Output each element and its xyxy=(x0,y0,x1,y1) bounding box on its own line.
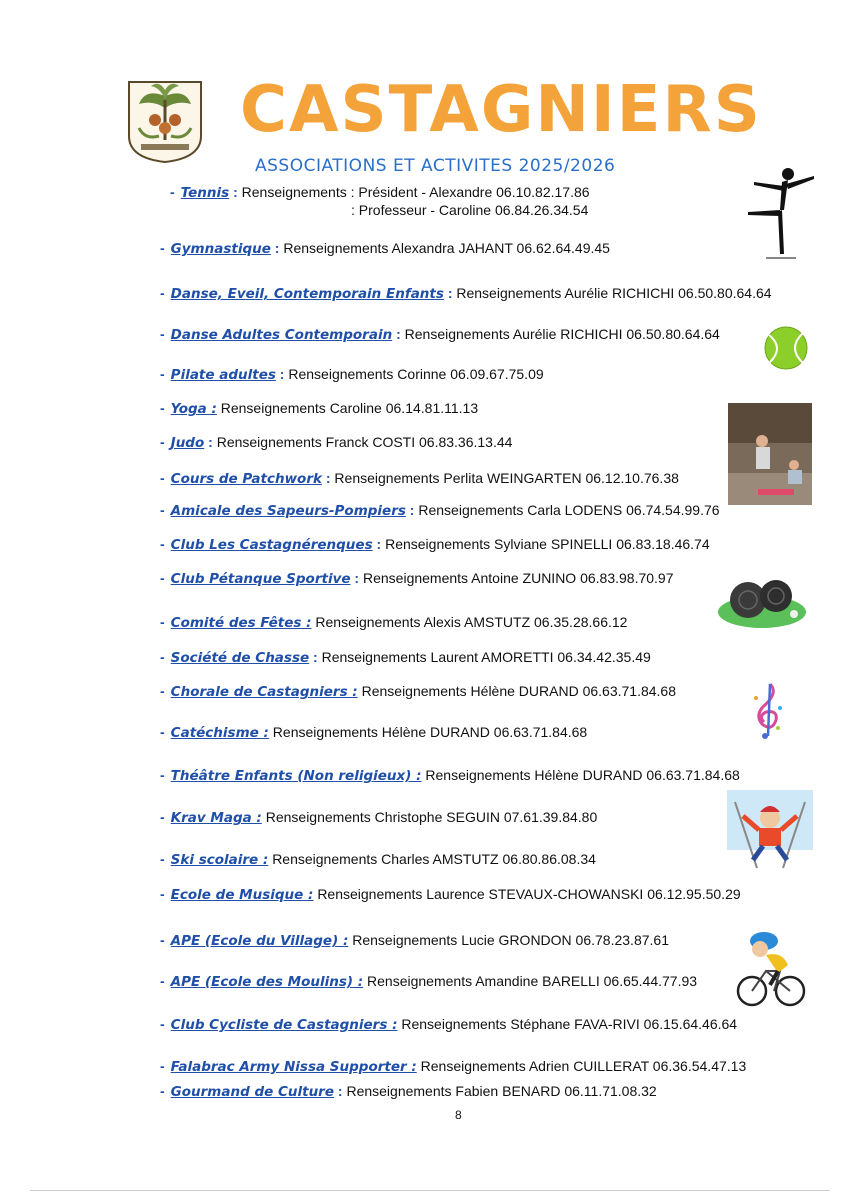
entry-dash: - xyxy=(160,570,165,586)
entry-separator: : xyxy=(354,570,360,586)
entry-info: Renseignements Amandine BARELLI 06.65.44.77.93 xyxy=(367,973,698,989)
list-item xyxy=(160,807,597,828)
entry-name: Tennis xyxy=(180,185,230,201)
entry-name: Ski scolaire : xyxy=(170,852,269,868)
entry-dash: - xyxy=(160,1058,165,1074)
entry-name: Yoga : xyxy=(170,401,217,417)
entry-dash: - xyxy=(160,649,165,665)
skier-cartoon-icon xyxy=(727,790,813,876)
entry-separator: : xyxy=(313,649,318,665)
entry-name: Danse, Eveil, Contemporain Enfants xyxy=(170,286,444,302)
entry-info: Renseignements Laurence STEVAUX-CHOWANSKI 06.12.95.50.29 xyxy=(317,886,741,902)
entry-dash: - xyxy=(160,809,165,825)
entry-name: APE (Ecole des Moulins) : xyxy=(170,974,364,990)
entry-info: Renseignements Aurélie RICHICHI 06.50.80.64.64 xyxy=(404,326,720,342)
entry-name: Club Pétanque Sportive xyxy=(170,571,351,587)
entry-info: Renseignements Carla LODENS 06.74.54.99.76 xyxy=(418,502,720,518)
entry-info: Renseignements Charles AMSTUTZ 06.80.86.08.34 xyxy=(272,851,596,867)
entry-dash: - xyxy=(160,614,165,630)
entry-separator: : xyxy=(208,434,213,450)
entry-separator: : xyxy=(233,184,238,200)
list-item xyxy=(160,432,512,453)
entry-separator: : xyxy=(279,366,285,382)
entry-name: Pilate adultes xyxy=(170,367,276,383)
entry-dash: - xyxy=(160,851,165,867)
entry-separator: : xyxy=(396,326,401,342)
entry-separator: : xyxy=(409,502,415,518)
entry-info: Renseignements Hélène DURAND 06.63.71.84.68 xyxy=(361,683,676,699)
entry-info: Renseignements Christophe SEGUIN 07.61.39.84.80 xyxy=(265,809,598,825)
list-item xyxy=(160,647,651,668)
treble-clef-music-icon xyxy=(748,678,788,742)
entry-info: Renseignements : Président - Alexandre 06.10.82.17.86 xyxy=(241,184,590,200)
entry-name: Danse Adultes Contemporain xyxy=(170,327,393,343)
entry-info: Renseignements Caroline 06.14.81.11.13 xyxy=(220,400,479,416)
entry-name: Théâtre Enfants (Non religieux) : xyxy=(170,768,422,784)
list-item xyxy=(160,500,720,521)
entry-name: Gourmand de Culture xyxy=(170,1084,334,1100)
entry-info: Renseignements Alexis AMSTUTZ 06.35.28.66.12 xyxy=(315,614,628,630)
page-number: 8 xyxy=(455,1108,462,1122)
list-item xyxy=(160,971,697,992)
entry-info: Renseignements Alexandra JAHANT 06.62.64.49.45 xyxy=(283,240,610,256)
entry-dash: - xyxy=(160,434,165,450)
tennis-ball-icon xyxy=(763,325,809,371)
entry-dash: - xyxy=(160,683,165,699)
entry-dash: - xyxy=(160,767,165,783)
list-item xyxy=(160,568,674,589)
page-subtitle: ASSOCIATIONS ET ACTIVITES 2025/2026 xyxy=(255,156,616,176)
list-item xyxy=(160,1056,746,1077)
entry-separator: : xyxy=(447,285,453,301)
entry-dash: - xyxy=(160,1083,165,1099)
list-item xyxy=(160,884,741,905)
entry-info-continued: : Professeur - Caroline 06.84.26.34.54 xyxy=(351,202,589,218)
entry-info: Renseignements Sylviane SPINELLI 06.83.18.46.74 xyxy=(385,536,710,552)
entry-info: Renseignements Franck COSTI 06.83.36.13.44 xyxy=(216,434,513,450)
entry-info: Renseignements Lucie GRONDON 06.78.23.87.61 xyxy=(352,932,669,948)
list-item xyxy=(160,324,720,345)
entry-info: Renseignements Corinne 06.09.67.75.09 xyxy=(288,366,544,382)
list-item xyxy=(160,612,627,633)
entry-info: Renseignements Stéphane FAVA-RIVI 06.15.64.46.64 xyxy=(401,1016,738,1032)
entry-info: Renseignements Laurent AMORETTI 06.34.42.35.49 xyxy=(321,649,651,665)
entry-name: Comité des Fêtes : xyxy=(170,615,312,631)
entry-separator: : xyxy=(376,536,382,552)
entry-dash: - xyxy=(160,886,165,902)
entry-dash: - xyxy=(160,1016,165,1032)
list-item xyxy=(160,1014,737,1035)
list-item xyxy=(160,238,610,259)
entry-info: Renseignements Aurélie RICHICHI 06.50.80.64.64 xyxy=(456,285,772,301)
entry-name: Chorale de Castagniers : xyxy=(170,684,358,700)
entry-info: Renseignements Perlita WEINGARTEN 06.12.10.76.38 xyxy=(334,470,679,486)
divider xyxy=(30,1190,830,1191)
entry-dash: - xyxy=(160,470,165,486)
entry-dash: - xyxy=(160,502,165,518)
list-item xyxy=(160,930,669,951)
entry-dash: - xyxy=(160,536,165,552)
entry-dash: - xyxy=(160,285,165,301)
entry-separator: : xyxy=(337,1083,343,1099)
entry-name: Club Les Castagnérenques xyxy=(170,537,373,553)
list-item xyxy=(160,765,740,786)
entry-dash: - xyxy=(160,973,165,989)
list-item xyxy=(160,534,710,555)
list-item xyxy=(160,468,679,489)
list-item xyxy=(160,1081,657,1102)
cyclist-icon xyxy=(734,925,808,1009)
list-item xyxy=(160,364,544,385)
entry-name: Amicale des Sapeurs-Pompiers xyxy=(170,503,406,519)
entry-dash: - xyxy=(160,366,165,382)
petanque-balls-icon xyxy=(716,572,808,630)
entry-name: Krav Maga : xyxy=(170,810,262,826)
entry-name: Catéchisme : xyxy=(170,725,269,741)
list-item xyxy=(160,681,676,702)
list-item xyxy=(160,722,587,743)
list-item xyxy=(160,283,772,304)
entry-dash: - xyxy=(160,724,165,740)
entry-name: Falabrac Army Nissa Supporter : xyxy=(170,1059,417,1075)
entry-dash: - xyxy=(160,400,165,416)
entry-separator: : xyxy=(325,470,331,486)
entry-dash: - xyxy=(160,240,165,256)
entry-dash: - xyxy=(160,326,165,342)
yoga-class-photo-image xyxy=(728,403,812,505)
town-crest-logo xyxy=(125,78,205,164)
entry-separator: : xyxy=(274,240,280,256)
entry-info: Renseignements Antoine ZUNINO 06.83.98.70.97 xyxy=(362,570,674,586)
entry-dash: - xyxy=(170,184,175,200)
entry-name: Club Cycliste de Castagniers : xyxy=(170,1017,398,1033)
entry-info: Renseignements Hélène DURAND 06.63.71.84.68 xyxy=(272,724,588,740)
entry-name: Gymnastique xyxy=(170,241,271,257)
entry-name: APE (Ecole du Village) : xyxy=(170,933,349,949)
tennis-entry xyxy=(170,184,590,219)
entry-name: Ecole de Musique : xyxy=(170,887,314,903)
entry-info: Renseignements Adrien CUILLERAT 06.36.54.47.13 xyxy=(420,1058,747,1074)
entry-dash: - xyxy=(160,932,165,948)
entry-name: Société de Chasse xyxy=(170,650,310,666)
page-title: CASTAGNIERS xyxy=(240,73,762,147)
list-item xyxy=(160,849,596,870)
entry-name: Cours de Patchwork xyxy=(170,471,322,487)
entry-info: Renseignements Fabien BENARD 06.11.71.08.32 xyxy=(346,1083,657,1099)
entry-info: Renseignements Hélène DURAND 06.63.71.84.68 xyxy=(425,767,740,783)
dancer-silhouette-icon xyxy=(740,162,818,262)
list-item xyxy=(160,398,478,419)
entry-name: Judo xyxy=(170,435,205,451)
